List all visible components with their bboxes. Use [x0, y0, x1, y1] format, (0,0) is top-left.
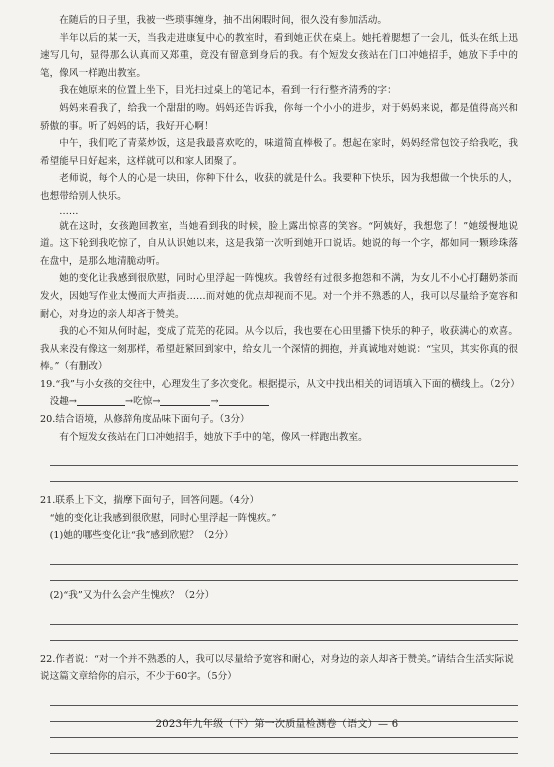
answer-line[interactable]: [50, 466, 518, 482]
passage-paragraph: 中午，我们吃了青菜炒饭，这是我最喜欢吃的，味道简直棒极了。想起在家时，妈妈经常包饺子给我吃，我希望能早日好起来，这样就可以和家人团聚了。: [40, 138, 518, 167]
question-21-sub1: (1)她的哪些变化让“我”感到欣慰？（2分）: [49, 530, 234, 542]
question-19-chain: [40, 393, 518, 411]
answer-area-20[interactable]: [50, 450, 518, 482]
answer-line[interactable]: [50, 450, 518, 466]
answer-blank-1[interactable]: [77, 394, 125, 406]
question-19-text: 19.“我”与小女孩的交往中，心理发生了多次变化。根据提示，从文中找出相关的词语填入下面的横线上。（2分）: [40, 378, 520, 390]
answer-line[interactable]: [50, 549, 518, 565]
question-22-text: 22.作者说：“对一个并不熟悉的人，我可以尽量给予宽容和耐心，对身边的亲人却吝于赞美。”请结合生活实际说说这篇文章给你的启示，不少于60字。（5分）: [40, 653, 514, 683]
answer-line[interactable]: [50, 690, 518, 706]
question-20-text: 20.结合语境，从修辞角度品味下面句子。（3分）: [40, 414, 250, 426]
passage-paragraph: 就在这时，女孩跑回教室，当她看到我的时候，脸上露出惊喜的笑容。“阿姨好，我想您了！”她缓慢地说道。这下轮到我吃惊了，自从认识她以来，这是我第一次听到她开口说话。她说的每一个字，都如同一颗珍珠落在盘中，是那么地清脆动听。: [40, 220, 518, 267]
passage-paragraph: 她的变化让我感到很欣慰，同时心里浮起一阵愧疚。我曾经有过很多抱怨和不满，为女儿不小心打翻奶茶而发火，因她写作业太慢而大声指责……而对她的优点却视而不见。对一个并不熟悉的人，我可以尽量给予宽容和耐心，对身边的亲人却吝于赞美。: [40, 273, 518, 320]
passage-ellipsis: ……: [59, 205, 79, 217]
exam-content: [40, 12, 518, 754]
answer-line[interactable]: [50, 738, 518, 754]
question-20-quote: 有个短发女孩站在门口冲她招手，她放下手中的笔，像风一样跑出教室。: [59, 431, 368, 443]
question-21-sub2: (2)“我”又为什么会产生愧疚？（2分）: [49, 590, 215, 602]
chain-mid: →吃惊→: [124, 396, 161, 408]
answer-line[interactable]: [50, 609, 518, 625]
page-footer: 2023年九年级（下）第一次质量检测卷（语文）— 6: [155, 719, 399, 730]
passage-paragraph: 妈妈来看我了，给我一个甜甜的吻。妈妈还告诉我，你每一个小小的进步，对于妈妈来说，都是值得高兴和骄傲的事。听了妈妈的话，我好开心啊！: [40, 102, 518, 132]
passage-paragraph: 我在她原来的位置上坐下，目光扫过桌上的笔记本，看到一行行整齐清秀的字：: [59, 85, 397, 97]
passage-paragraph: 半年以后的某一天，当我走进康复中心的教室时，看到她正伏在桌上。她托着腮想了一会儿，低头在纸上迅速写几句，显得那么认真而又郑重，竟没有留意到身后的我。有个短发女孩站在门口冲她招手，她放下手中的笔，像风一样跑出教室。: [40, 32, 518, 79]
answer-area-21-2[interactable]: [50, 609, 518, 641]
answer-blank-2[interactable]: [160, 394, 210, 406]
answer-area-21-1[interactable]: [50, 549, 518, 581]
answer-line[interactable]: [50, 565, 518, 581]
passage-paragraph: 我的心不知从何时起，变成了荒芜的花园。从今以后，我也要在心田里播下快乐的种子，收获满心的欢喜。我从来没有像这一刻那样，希望赶紧回到家中，给女儿一个深情的拥抱，并真诚地对她说：“宝贝，其实你真的很棒。”（有删改）: [40, 326, 518, 373]
passage-paragraph: 在随后的日子里，我被一些琐事缠身，抽不出闲暇时间，很久没有参加活动。: [59, 15, 388, 26]
chain-end: →: [210, 396, 219, 408]
passage-paragraph: 老师说，每个人的心是一块田，你种下什么，收获的就是什么。我要种下快乐，因为我想做一个快乐的人，也想带给别人快乐。: [40, 173, 518, 202]
answer-blank-3[interactable]: [219, 394, 269, 406]
question-21-text: 21.联系上下文，揣摩下面句子，回答问题。（4分）: [40, 495, 260, 507]
chain-start: 没趣→: [49, 396, 77, 408]
answer-line[interactable]: [50, 625, 518, 641]
question-21-quote: “她的变化让我感到很欣慰，同时心里浮起一阵愧疚。”: [49, 512, 277, 524]
